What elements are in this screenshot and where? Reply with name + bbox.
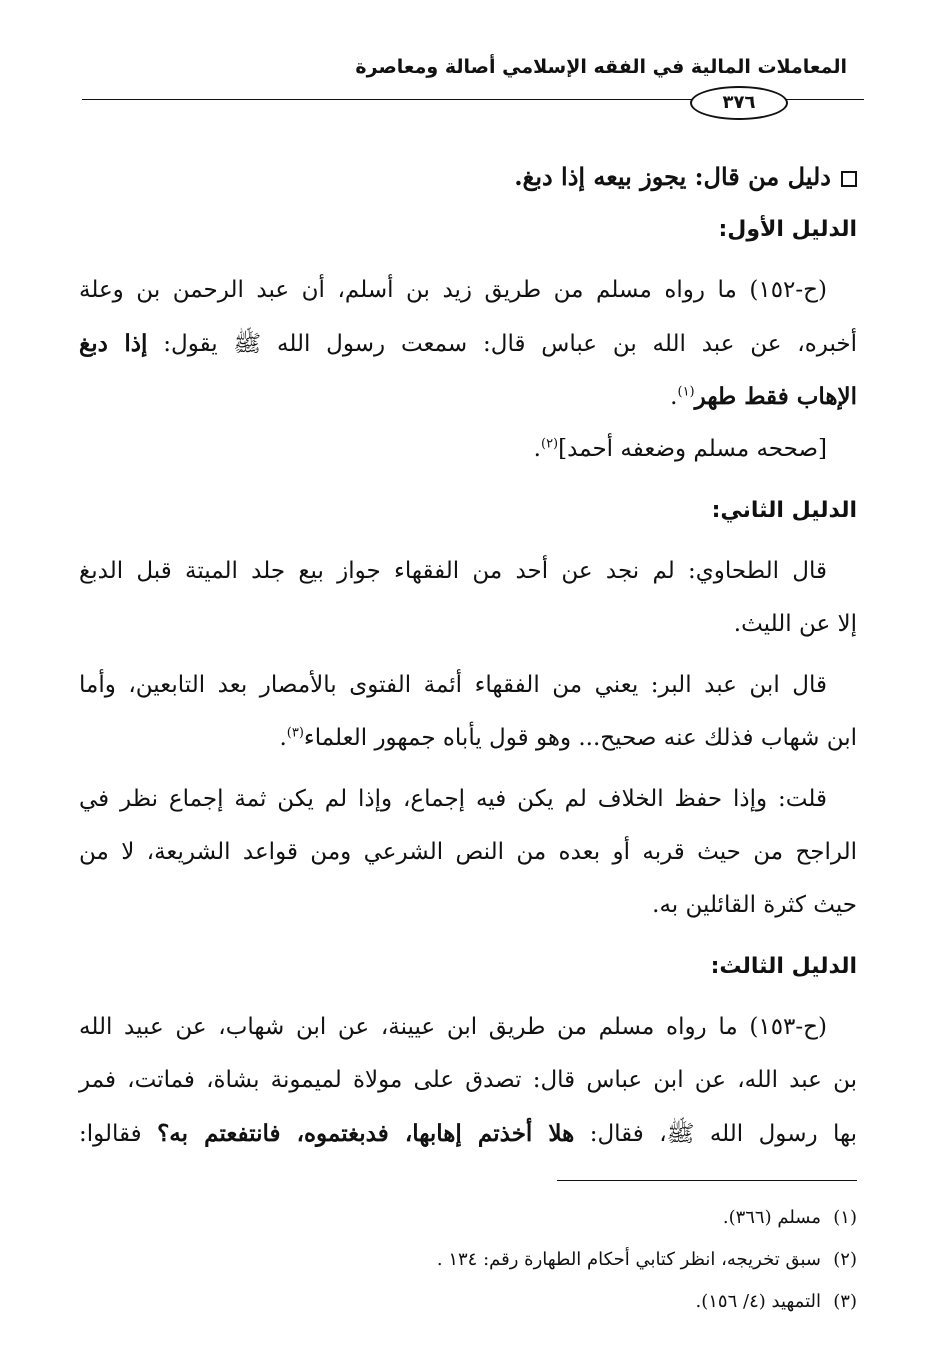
evidence-1-line-1: (ح-١٥٢) ما رواه مسلم من طريق زيد بن أسلم، أن عبد الرحمن بن وعلة: [79, 277, 827, 303]
tahawi-line-2: إلا عن الليث.: [733, 611, 857, 637]
evidence-3-line-2: بن عبد الله، عن ابن عباس قال: تصدق على مولاة لميمونة بشاة، فماتت، فمر: [79, 1067, 857, 1093]
evidence-3-heading: الدليل الثالث:: [710, 954, 857, 979]
footnote-rule: [557, 1180, 857, 1181]
running-header: المعاملات المالية في الفقه الإسلامي أصالة ومعاصرة: [355, 56, 847, 78]
square-bullet-icon: [841, 171, 857, 187]
evidence-2-heading: الدليل الثاني:: [711, 498, 857, 523]
main-text: [79, 150, 857, 1160]
footnote-ref-1: (١): [677, 384, 695, 400]
evidence-1-line-3: الإهاب فقط طهر$^{(١)}$.: [670, 383, 857, 410]
footnote-1: (١)مسلم (٣٦٦).: [722, 1207, 857, 1228]
evidence-3-line-1: (ح-١٥٣) ما رواه مسلم من طريق ابن عيينة، عن ابن شهاب، عن عبيد الله: [79, 1014, 827, 1040]
hadith-text: هلا أخذتم إهابها، فدبغتموه، فانتفعتم به؟: [157, 1120, 575, 1147]
footnote-2: (٢)سبق تخريجه، انظر كتابي أحكام الطهارة رقم: ١٣٤ .: [436, 1249, 857, 1270]
page-number-badge: ٣٧٦: [690, 86, 788, 120]
author-note-line-1: قلت: وإذا حفظ الخلاف لم يكن فيه إجماع، وإذا لم يكن ثمة إجماع نظر في: [79, 786, 827, 812]
section-title: دليل من قال: يجوز بيعه إذا دبغ.: [79, 150, 857, 203]
hadith-text: الإهاب فقط طهر: [694, 383, 857, 410]
evidence-1-heading: الدليل الأول:: [718, 217, 857, 242]
evidence-1-grading: [صححه مسلم وضعفه أحمد]$^{(٢)}$.: [533, 436, 827, 462]
footnote-ref-3: (٣): [286, 725, 304, 741]
author-note-line-3: حيث كثرة القائلين به.: [652, 892, 857, 918]
ibn-abd-albarr-line-1: قال ابن عبد البر: يعني من الفقهاء أئمة الفتوى بالأمصار بعد التابعين، وأما: [79, 672, 827, 698]
footnote-ref-2: (٢): [540, 436, 559, 452]
footnotes: [79, 1197, 857, 1323]
evidence-1-line-2: أخبره، عن عبد الله بن عباس قال: سمعت رسول الله ﷺ يقول: إذا دبغ: [79, 330, 857, 357]
evidence-3-line-3: بها رسول الله ﷺ، فقال: هلا أخذتم إهابها، فدبغتموه، فانتفعتم به؟ فقالوا:: [79, 1120, 857, 1147]
author-note-line-2: الراجح من حيث قربه أو بعده من النص الشرعي ومن قواعد الشريعة، لا من: [79, 839, 857, 865]
footnote-3: (٣)التمهيد (٤/ ١٥٦).: [695, 1291, 857, 1312]
ibn-abd-albarr-line-2: ابن شهاب فذلك عنه صحيح... وهو قول يأباه جمهور العلماء$^{(٣)}$.: [279, 725, 857, 751]
tahawi-line-1: قال الطحاوي: لم نجد عن أحد من الفقهاء جواز بيع جلد الميتة قبل الدبغ: [79, 558, 827, 584]
hadith-text: إذا دبغ: [79, 330, 148, 357]
